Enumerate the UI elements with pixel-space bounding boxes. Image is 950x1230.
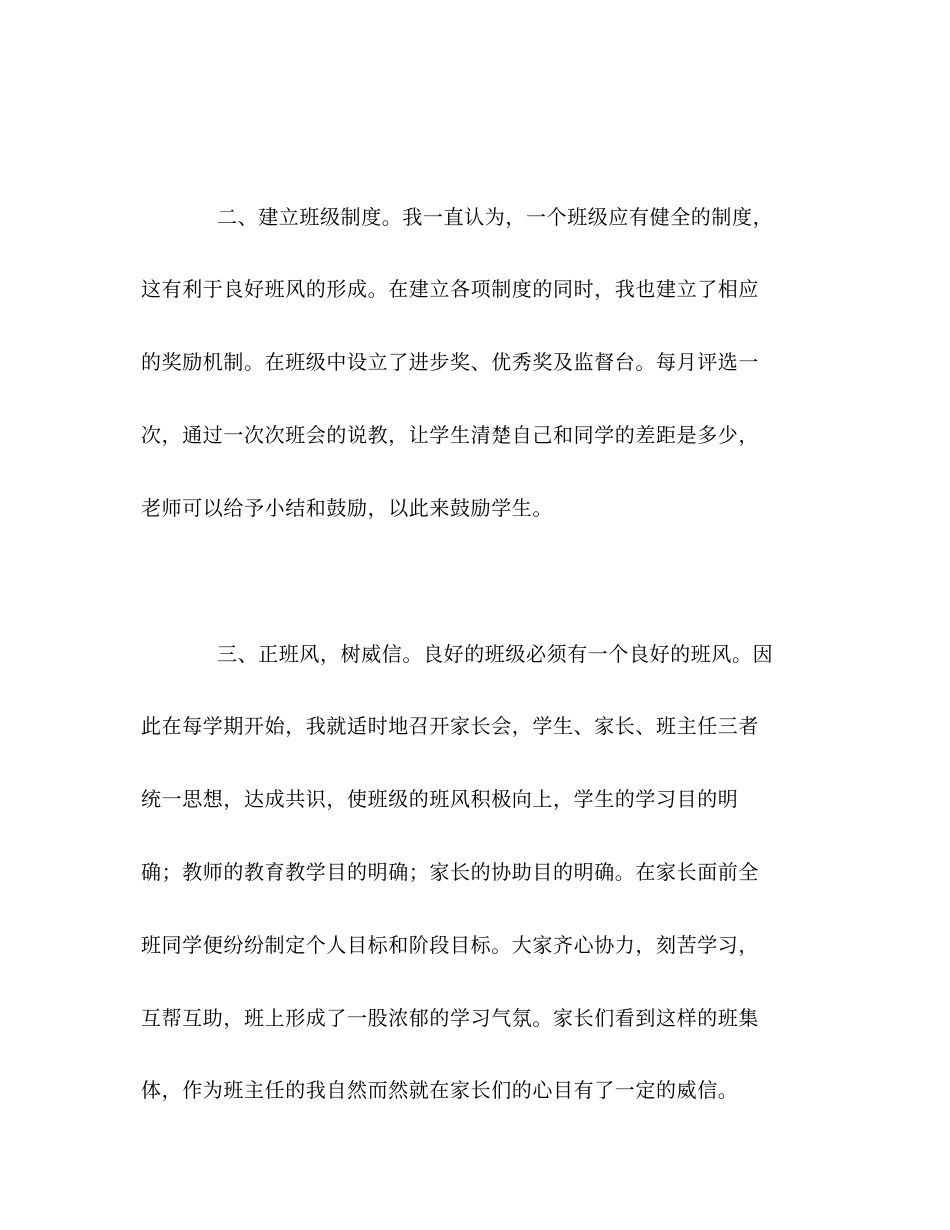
paragraph-line: 次，通过一次次班会的说教，让学生清楚自己和同学的差距是多少， — [141, 423, 759, 447]
paragraph-line: 这有利于良好班风的形成。在建立各项制度的同时，我也建立了相应 — [141, 277, 759, 301]
paragraph-line: 老师可以给予小结和鼓励，以此来鼓励学生。 — [141, 496, 553, 520]
paragraph-line: 班同学便纷纷制定个人目标和阶段目标。大家齐心协力，刻苦学习， — [141, 933, 759, 957]
paragraph-line: 二、建立班级制度。我一直认为，一个班级应有健全的制度， — [217, 205, 774, 229]
paragraph-line: 互帮互助，班上形成了一股浓郁的学习气氛。家长们看到这样的班集 — [141, 1006, 759, 1030]
paragraph-line: 的奖励机制。在班级中设立了进步奖、优秀奖及监督台。每月评选一 — [141, 350, 759, 374]
paragraph-line: 此在每学期开始，我就适时地召开家长会，学生、家长、班主任三者 — [141, 714, 759, 738]
paragraph-line: 三、正班风，树威信。良好的班级必须有一个良好的班风。因 — [217, 642, 774, 666]
paragraph-line: 统一思想，达成共识，使班级的班风积极向上，学生的学习目的明 — [141, 787, 739, 811]
paragraph-line: 体，作为班主任的我自然而然就在家长们的心目有了一定的威信。 — [141, 1078, 739, 1102]
paragraph-line: 确；教师的教育教学目的明确；家长的协助目的明确。在家长面前全 — [141, 860, 759, 884]
